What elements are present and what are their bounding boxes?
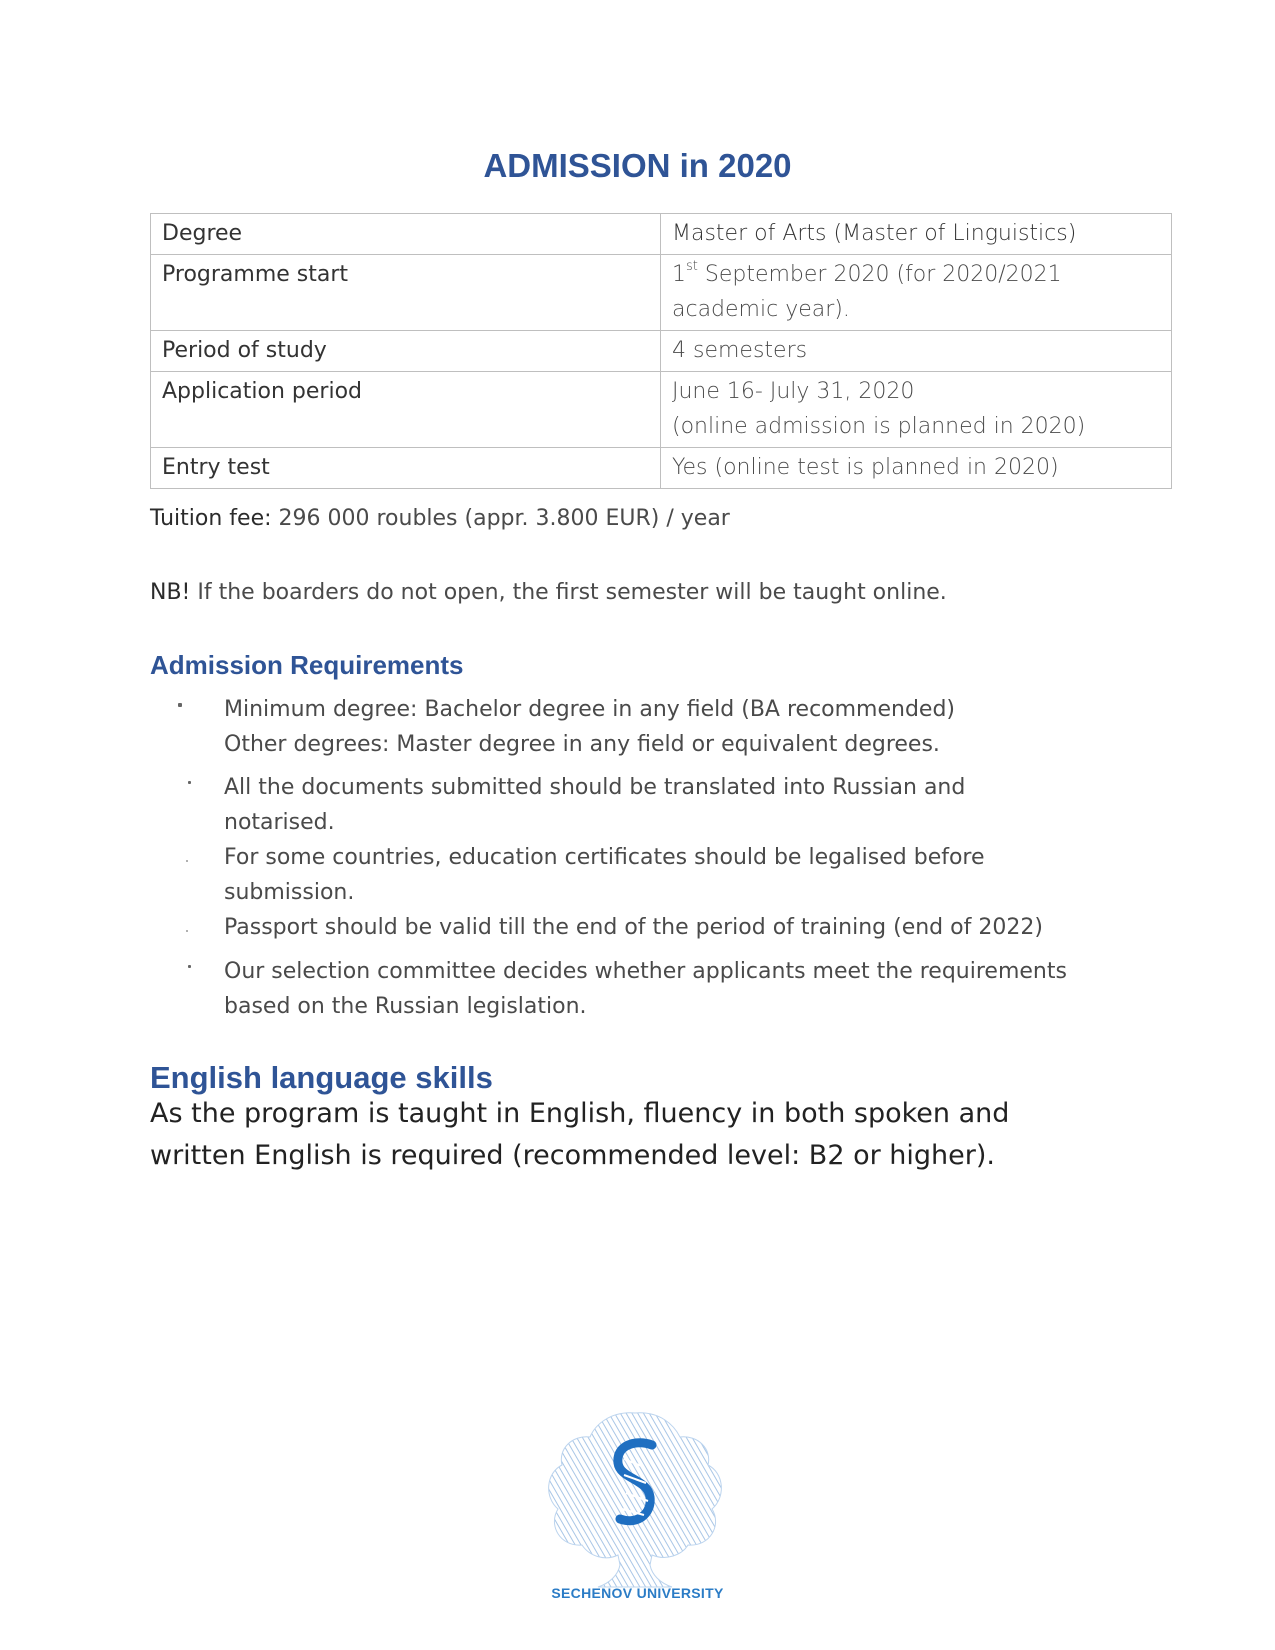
ordinal-suffix: st	[686, 258, 698, 274]
table-row	[151, 214, 1172, 255]
nb-label: NB!	[150, 580, 191, 605]
english-skills-text: As the program is taught in English, fluency in both spoken and written English is required (recommended level: B2 or higher).	[150, 1098, 1010, 1171]
tuition-fee-value: 296 000 roubles (appr. 3.800 EUR) / year	[271, 506, 730, 531]
list-item-text: All the documents submitted should be translated into Russian and notarised.	[224, 775, 966, 835]
bullet-icon	[178, 703, 182, 707]
row-value: Master of Arts (Master of Linguistics)	[661, 214, 1172, 255]
table-row	[151, 331, 1172, 372]
row-label: Degree	[151, 214, 661, 255]
row-value: Yes (online test is planned in 2020)	[661, 448, 1172, 489]
row-value	[661, 372, 1172, 448]
row-value-text: June 16- July 31, 2020	[672, 379, 915, 404]
row-label: Programme start	[151, 255, 661, 331]
row-label: Period of study	[151, 331, 661, 372]
row-value-number: 1	[672, 262, 686, 287]
table-row	[151, 255, 1172, 331]
admission-info-table	[150, 213, 1172, 489]
bullet-icon	[188, 965, 191, 968]
row-value-line2: (online admission is planned in 2020)	[672, 414, 1086, 439]
row-label: Entry test	[151, 448, 661, 489]
table-row	[151, 448, 1172, 489]
tuition-fee-label: Tuition fee:	[150, 506, 272, 531]
row-value-text: September 2020 (for 2020/2021	[697, 262, 1062, 287]
nb-text: If the boarders do not open, the first semester will be taught online.	[190, 580, 947, 605]
list-item-text: For some countries, education certificates should be legalised before submission.	[224, 845, 985, 905]
row-value-line2: academic year).	[672, 297, 850, 322]
table-row	[151, 372, 1172, 448]
page-title: ADMISSION in 2020	[483, 147, 792, 184]
list-item-text: Minimum degree: Bachelor degree in any field (BA recommended) Other degrees: Master degree in any field or equivalent degrees.	[224, 697, 956, 757]
row-label: Application period	[151, 372, 661, 448]
row-value: 4 semesters	[661, 331, 1172, 372]
list-item-text: Our selection committee decides whether applicants meet the requirements based on the Russian legislation.	[224, 959, 1067, 1019]
english-skills-heading: English language skills	[150, 1060, 493, 1095]
bullet-icon	[186, 860, 188, 862]
nb-note	[150, 578, 947, 608]
logo-caption: SECHENOV UNIVERSITY	[551, 1585, 724, 1601]
tuition-fee	[150, 504, 730, 534]
admission-requirements-heading: Admission Requirements	[150, 650, 464, 680]
bullet-icon	[186, 930, 188, 932]
bullet-icon	[188, 781, 191, 784]
list-item-text: Passport should be valid till the end of the period of training (end of 2022)	[224, 915, 1043, 940]
row-value	[661, 255, 1172, 331]
sechenov-tree-dna-logo-icon	[540, 1405, 730, 1605]
